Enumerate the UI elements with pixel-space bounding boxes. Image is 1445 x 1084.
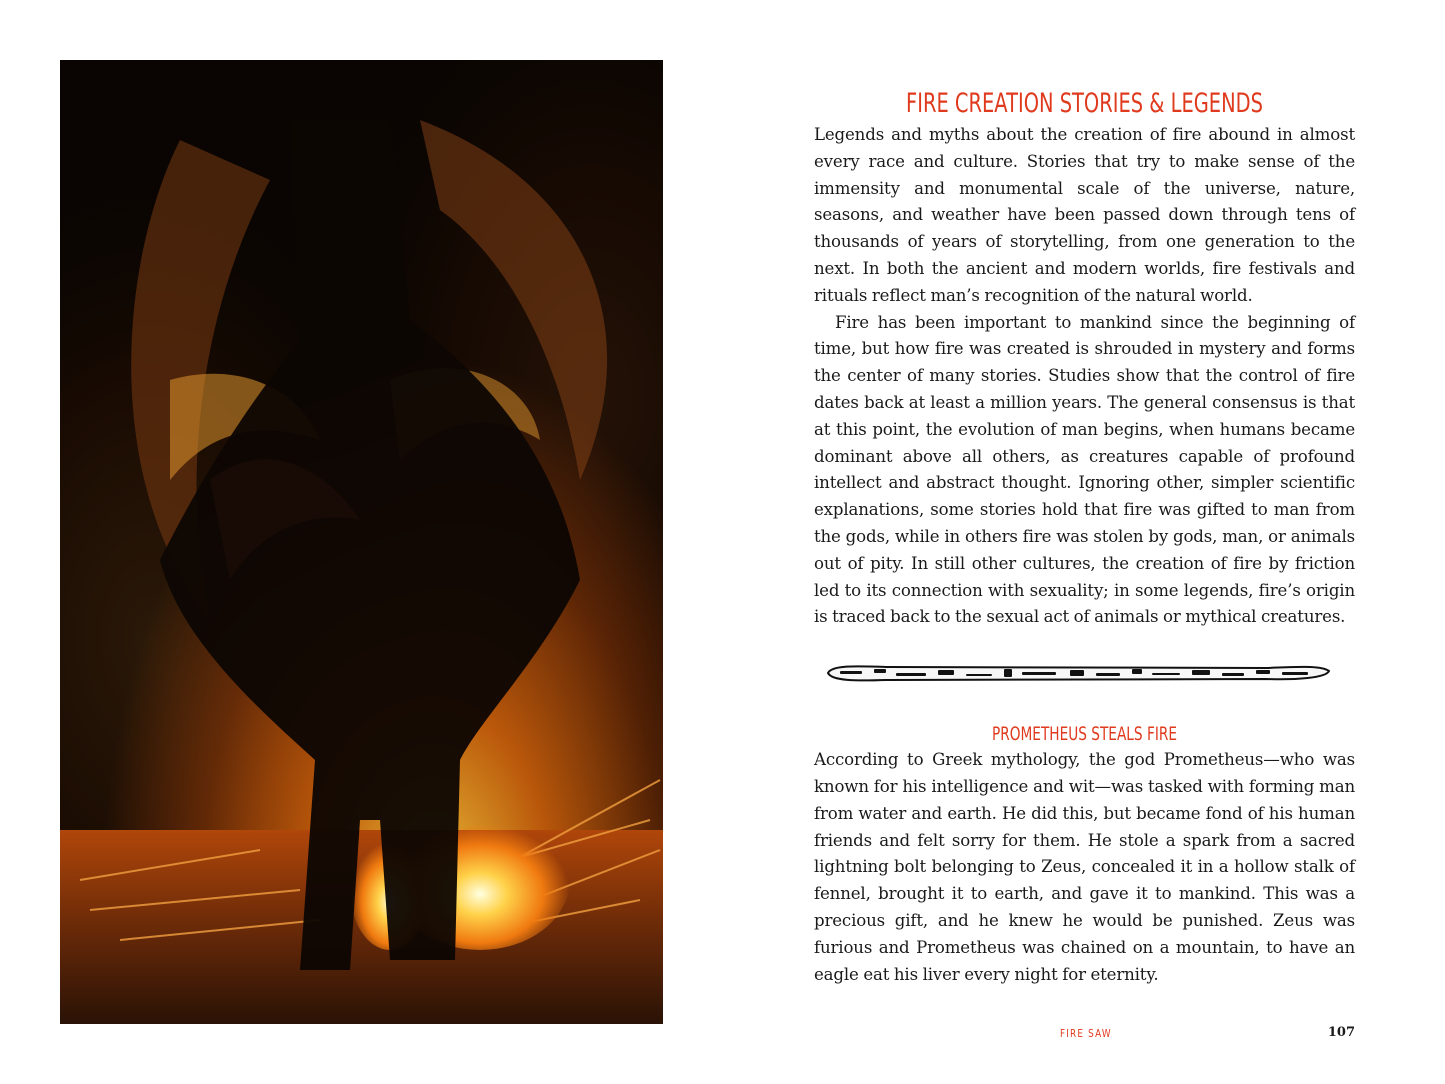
text-column [814,86,1355,988]
birch-stick-icon [826,661,1331,685]
section-divider [814,653,1355,693]
fire-dancer-image [60,60,663,1024]
section-title-fire-creation: FIRE CREATION STORIES & LEGENDS [906,88,1263,119]
page-number: 107 [1327,1025,1355,1040]
paragraph-fire-importance: Fire has been important to mankind since the beginning of time, but how fire was created is shrouded in mystery and forms the center of many stories. Studies show that the control of fire dates back at least a million years. The general consensus is that at this point, the evolution of man begins, when humans became dominant above all others, as creatures capable of profound intellect and abstract thought. Ignoring other, simpler scientific explanations, some stories hold that fire was gifted to man from the gods, while in others fire was stolen by gods, man, or animals out of pity. In still other cultures, the creation of fire by friction led to its connection with sexuality; in some legends, fire’s origin is traced back to the sexual act of animals or mythical creatures. [814,312,1355,627]
section-title-prometheus: PROMETHEUS STEALS FIRE [991,723,1178,746]
paragraph-prometheus: According to Greek mythology, the god Prometheus—who was known for his intelligence and wit—was tasked with forming man from water and earth. He did this, but became fond of his human friends and felt sorry for them. He stole a spark from a sacred lightning bolt belonging to Zeus, concealed it in a hollow stalk of fennel, brought it to earth, and gave it to mankind. This was a precious gift, and he knew he would be punished. Zeus was furious and Prometheus was chained on a mountain, to have an eagle eat his liver every night for eternity. [814,750,1355,984]
fire-dancer-photo [60,60,663,1024]
running-title: FIRE SAW [1060,1027,1112,1040]
paragraph-legends-intro: Legends and myths about the creation of fire abound in almost every race and culture. Stories that try to make sense of the immensity and monumental scale of the universe, nature, seasons, and weather have been passed down through tens of thousands of years of storytelling, from one generation to the next. In both the ancient and modern worlds, fire festivals and rituals reflect man’s recognition of the natural world. [814,125,1355,305]
